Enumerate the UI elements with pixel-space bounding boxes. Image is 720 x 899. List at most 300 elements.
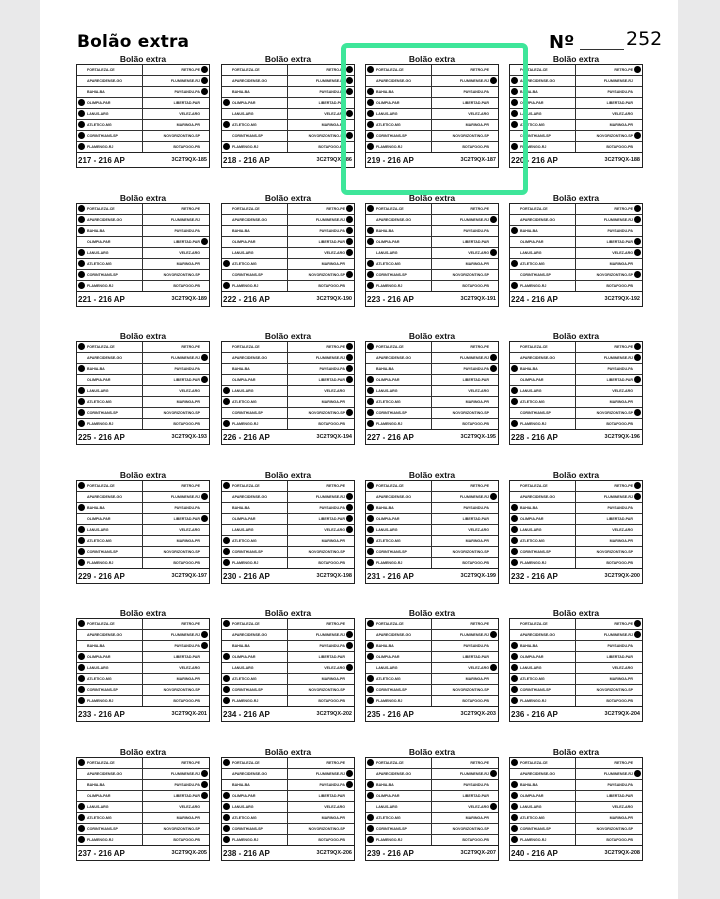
away-team-cell[interactable] [576, 375, 642, 385]
home-team-cell[interactable] [77, 248, 143, 258]
home-team-cell[interactable] [77, 237, 143, 247]
away-team-cell[interactable] [576, 270, 642, 280]
away-team-cell[interactable] [143, 142, 209, 152]
home-team-cell[interactable] [222, 558, 288, 568]
home-team-cell[interactable] [77, 204, 143, 214]
home-team-cell[interactable] [510, 375, 576, 385]
away-team-cell[interactable] [288, 503, 354, 513]
home-team-cell[interactable] [222, 76, 288, 86]
home-team-cell[interactable] [366, 619, 432, 629]
home-team-cell[interactable] [222, 142, 288, 152]
home-team-cell[interactable] [366, 248, 432, 258]
home-team-cell[interactable] [366, 492, 432, 502]
away-team-cell[interactable] [432, 342, 498, 352]
home-team-cell[interactable] [77, 76, 143, 86]
away-team-cell[interactable] [576, 386, 642, 396]
away-team-cell[interactable] [288, 824, 354, 834]
away-team-cell[interactable] [143, 408, 209, 418]
away-team-cell[interactable] [576, 652, 642, 662]
away-team-cell[interactable] [432, 813, 498, 823]
away-team-cell[interactable] [143, 248, 209, 258]
away-team-cell[interactable] [143, 641, 209, 651]
home-team-cell[interactable] [366, 780, 432, 790]
home-team-cell[interactable] [366, 397, 432, 407]
away-team-cell[interactable] [288, 492, 354, 502]
home-team-cell[interactable] [510, 802, 576, 812]
away-team-cell[interactable] [432, 758, 498, 768]
away-team-cell[interactable] [288, 835, 354, 845]
home-team-cell[interactable] [510, 674, 576, 684]
away-team-cell[interactable] [143, 364, 209, 374]
away-team-cell[interactable] [143, 652, 209, 662]
home-team-cell[interactable] [77, 558, 143, 568]
away-team-cell[interactable] [432, 674, 498, 684]
home-team-cell[interactable] [222, 536, 288, 546]
away-team-cell[interactable] [288, 204, 354, 214]
away-team-cell[interactable] [288, 259, 354, 269]
away-team-cell[interactable] [576, 259, 642, 269]
away-team-cell[interactable] [143, 547, 209, 557]
away-team-cell[interactable] [143, 386, 209, 396]
home-team-cell[interactable] [366, 270, 432, 280]
home-team-cell[interactable] [77, 215, 143, 225]
home-team-cell[interactable] [222, 824, 288, 834]
home-team-cell[interactable] [222, 547, 288, 557]
away-team-cell[interactable] [143, 835, 209, 845]
home-team-cell[interactable] [510, 619, 576, 629]
home-team-cell[interactable] [366, 663, 432, 673]
away-team-cell[interactable] [432, 364, 498, 374]
away-team-cell[interactable] [576, 342, 642, 352]
home-team-cell[interactable] [222, 120, 288, 130]
away-team-cell[interactable] [143, 397, 209, 407]
home-team-cell[interactable] [510, 630, 576, 640]
home-team-cell[interactable] [510, 281, 576, 291]
home-team-cell[interactable] [366, 525, 432, 535]
away-team-cell[interactable] [432, 558, 498, 568]
home-team-cell[interactable] [77, 503, 143, 513]
home-team-cell[interactable] [510, 364, 576, 374]
away-team-cell[interactable] [432, 619, 498, 629]
home-team-cell[interactable] [222, 619, 288, 629]
away-team-cell[interactable] [576, 558, 642, 568]
away-team-cell[interactable] [432, 547, 498, 557]
home-team-cell[interactable] [77, 375, 143, 385]
away-team-cell[interactable] [432, 481, 498, 491]
home-team-cell[interactable] [222, 87, 288, 97]
away-team-cell[interactable] [576, 514, 642, 524]
home-team-cell[interactable] [222, 641, 288, 651]
home-team-cell[interactable] [222, 674, 288, 684]
home-team-cell[interactable] [366, 652, 432, 662]
home-team-cell[interactable] [77, 674, 143, 684]
away-team-cell[interactable] [288, 696, 354, 706]
away-team-cell[interactable] [288, 237, 354, 247]
away-team-cell[interactable] [576, 685, 642, 695]
away-team-cell[interactable] [288, 481, 354, 491]
away-team-cell[interactable] [143, 619, 209, 629]
away-team-cell[interactable] [432, 641, 498, 651]
away-team-cell[interactable] [143, 120, 209, 130]
home-team-cell[interactable] [366, 630, 432, 640]
away-team-cell[interactable] [143, 375, 209, 385]
home-team-cell[interactable] [510, 525, 576, 535]
home-team-cell[interactable] [77, 619, 143, 629]
away-team-cell[interactable] [432, 514, 498, 524]
home-team-cell[interactable] [222, 386, 288, 396]
away-team-cell[interactable] [432, 503, 498, 513]
home-team-cell[interactable] [77, 397, 143, 407]
away-team-cell[interactable] [288, 514, 354, 524]
away-team-cell[interactable] [143, 630, 209, 640]
home-team-cell[interactable] [77, 652, 143, 662]
away-team-cell[interactable] [143, 791, 209, 801]
away-team-cell[interactable] [143, 281, 209, 291]
home-team-cell[interactable] [366, 813, 432, 823]
home-team-cell[interactable] [222, 419, 288, 429]
home-team-cell[interactable] [510, 237, 576, 247]
home-team-cell[interactable] [366, 215, 432, 225]
away-team-cell[interactable] [576, 120, 642, 130]
away-team-cell[interactable] [576, 674, 642, 684]
home-team-cell[interactable] [366, 419, 432, 429]
home-team-cell[interactable] [510, 824, 576, 834]
home-team-cell[interactable] [366, 802, 432, 812]
away-team-cell[interactable] [576, 641, 642, 651]
home-team-cell[interactable] [77, 270, 143, 280]
home-team-cell[interactable] [510, 226, 576, 236]
away-team-cell[interactable] [288, 619, 354, 629]
away-team-cell[interactable] [143, 696, 209, 706]
home-team-cell[interactable] [510, 503, 576, 513]
home-team-cell[interactable] [366, 503, 432, 513]
home-team-cell[interactable] [222, 685, 288, 695]
away-team-cell[interactable] [576, 98, 642, 108]
away-team-cell[interactable] [143, 353, 209, 363]
home-team-cell[interactable] [222, 131, 288, 141]
home-team-cell[interactable] [222, 408, 288, 418]
home-team-cell[interactable] [510, 386, 576, 396]
home-team-cell[interactable] [77, 685, 143, 695]
home-team-cell[interactable] [77, 419, 143, 429]
home-team-cell[interactable] [510, 813, 576, 823]
home-team-cell[interactable] [510, 492, 576, 502]
away-team-cell[interactable] [576, 791, 642, 801]
away-team-cell[interactable] [432, 270, 498, 280]
away-team-cell[interactable] [143, 131, 209, 141]
away-team-cell[interactable] [576, 215, 642, 225]
home-team-cell[interactable] [77, 386, 143, 396]
home-team-cell[interactable] [510, 696, 576, 706]
home-team-cell[interactable] [222, 791, 288, 801]
away-team-cell[interactable] [288, 652, 354, 662]
home-team-cell[interactable] [510, 780, 576, 790]
away-team-cell[interactable] [576, 780, 642, 790]
home-team-cell[interactable] [222, 109, 288, 119]
away-team-cell[interactable] [288, 758, 354, 768]
home-team-cell[interactable] [77, 281, 143, 291]
away-team-cell[interactable] [288, 364, 354, 374]
home-team-cell[interactable] [77, 547, 143, 557]
away-team-cell[interactable] [288, 802, 354, 812]
home-team-cell[interactable] [77, 492, 143, 502]
home-team-cell[interactable] [366, 835, 432, 845]
home-team-cell[interactable] [222, 525, 288, 535]
away-team-cell[interactable] [288, 780, 354, 790]
away-team-cell[interactable] [288, 525, 354, 535]
away-team-cell[interactable] [143, 503, 209, 513]
away-team-cell[interactable] [576, 397, 642, 407]
home-team-cell[interactable] [77, 364, 143, 374]
away-team-cell[interactable] [432, 630, 498, 640]
away-team-cell[interactable] [576, 87, 642, 97]
away-team-cell[interactable] [432, 525, 498, 535]
home-team-cell[interactable] [222, 259, 288, 269]
away-team-cell[interactable] [288, 685, 354, 695]
away-team-cell[interactable] [432, 536, 498, 546]
away-team-cell[interactable] [576, 248, 642, 258]
away-team-cell[interactable] [288, 375, 354, 385]
home-team-cell[interactable] [222, 65, 288, 75]
away-team-cell[interactable] [576, 65, 642, 75]
home-team-cell[interactable] [366, 353, 432, 363]
home-team-cell[interactable] [77, 342, 143, 352]
away-team-cell[interactable] [576, 281, 642, 291]
away-team-cell[interactable] [288, 791, 354, 801]
away-team-cell[interactable] [576, 696, 642, 706]
away-team-cell[interactable] [576, 547, 642, 557]
home-team-cell[interactable] [366, 758, 432, 768]
home-team-cell[interactable] [77, 120, 143, 130]
home-team-cell[interactable] [77, 87, 143, 97]
away-team-cell[interactable] [432, 791, 498, 801]
away-team-cell[interactable] [432, 226, 498, 236]
home-team-cell[interactable] [510, 558, 576, 568]
away-team-cell[interactable] [576, 813, 642, 823]
home-team-cell[interactable] [366, 696, 432, 706]
home-team-cell[interactable] [77, 780, 143, 790]
home-team-cell[interactable] [77, 813, 143, 823]
home-team-cell[interactable] [366, 769, 432, 779]
home-team-cell[interactable] [77, 131, 143, 141]
home-team-cell[interactable] [222, 215, 288, 225]
home-team-cell[interactable] [222, 780, 288, 790]
home-team-cell[interactable] [366, 281, 432, 291]
home-team-cell[interactable] [77, 226, 143, 236]
away-team-cell[interactable] [576, 419, 642, 429]
away-team-cell[interactable] [143, 481, 209, 491]
home-team-cell[interactable] [77, 65, 143, 75]
home-team-cell[interactable] [366, 514, 432, 524]
home-team-cell[interactable] [366, 481, 432, 491]
home-team-cell[interactable] [510, 408, 576, 418]
away-team-cell[interactable] [143, 419, 209, 429]
away-team-cell[interactable] [576, 364, 642, 374]
home-team-cell[interactable] [366, 364, 432, 374]
home-team-cell[interactable] [510, 547, 576, 557]
away-team-cell[interactable] [143, 780, 209, 790]
home-team-cell[interactable] [366, 536, 432, 546]
home-team-cell[interactable] [510, 663, 576, 673]
home-team-cell[interactable] [510, 536, 576, 546]
home-team-cell[interactable] [77, 802, 143, 812]
away-team-cell[interactable] [576, 758, 642, 768]
away-team-cell[interactable] [576, 109, 642, 119]
away-team-cell[interactable] [432, 353, 498, 363]
away-team-cell[interactable] [432, 386, 498, 396]
away-team-cell[interactable] [143, 492, 209, 502]
home-team-cell[interactable] [510, 259, 576, 269]
home-team-cell[interactable] [366, 204, 432, 214]
home-team-cell[interactable] [510, 514, 576, 524]
home-team-cell[interactable] [77, 791, 143, 801]
away-team-cell[interactable] [432, 281, 498, 291]
home-team-cell[interactable] [510, 652, 576, 662]
home-team-cell[interactable] [510, 481, 576, 491]
away-team-cell[interactable] [288, 674, 354, 684]
home-team-cell[interactable] [366, 408, 432, 418]
away-team-cell[interactable] [432, 824, 498, 834]
home-team-cell[interactable] [222, 481, 288, 491]
home-team-cell[interactable] [222, 652, 288, 662]
away-team-cell[interactable] [576, 663, 642, 673]
away-team-cell[interactable] [576, 835, 642, 845]
away-team-cell[interactable] [143, 237, 209, 247]
away-team-cell[interactable] [288, 663, 354, 673]
away-team-cell[interactable] [576, 525, 642, 535]
home-team-cell[interactable] [222, 758, 288, 768]
home-team-cell[interactable] [366, 641, 432, 651]
home-team-cell[interactable] [222, 248, 288, 258]
home-team-cell[interactable] [222, 364, 288, 374]
away-team-cell[interactable] [432, 375, 498, 385]
away-team-cell[interactable] [576, 630, 642, 640]
away-team-cell[interactable] [288, 813, 354, 823]
away-team-cell[interactable] [288, 641, 354, 651]
away-team-cell[interactable] [143, 270, 209, 280]
away-team-cell[interactable] [288, 558, 354, 568]
home-team-cell[interactable] [77, 536, 143, 546]
away-team-cell[interactable] [143, 663, 209, 673]
home-team-cell[interactable] [510, 204, 576, 214]
away-team-cell[interactable] [576, 769, 642, 779]
home-team-cell[interactable] [222, 630, 288, 640]
away-team-cell[interactable] [288, 630, 354, 640]
away-team-cell[interactable] [288, 536, 354, 546]
away-team-cell[interactable] [576, 131, 642, 141]
home-team-cell[interactable] [222, 98, 288, 108]
away-team-cell[interactable] [288, 386, 354, 396]
away-team-cell[interactable] [432, 237, 498, 247]
home-team-cell[interactable] [510, 791, 576, 801]
away-team-cell[interactable] [143, 813, 209, 823]
away-team-cell[interactable] [432, 215, 498, 225]
home-team-cell[interactable] [366, 791, 432, 801]
away-team-cell[interactable] [432, 769, 498, 779]
away-team-cell[interactable] [432, 204, 498, 214]
home-team-cell[interactable] [77, 109, 143, 119]
home-team-cell[interactable] [510, 685, 576, 695]
home-team-cell[interactable] [77, 835, 143, 845]
home-team-cell[interactable] [222, 375, 288, 385]
home-team-cell[interactable] [77, 525, 143, 535]
away-team-cell[interactable] [143, 674, 209, 684]
home-team-cell[interactable] [222, 226, 288, 236]
away-team-cell[interactable] [288, 270, 354, 280]
away-team-cell[interactable] [143, 109, 209, 119]
away-team-cell[interactable] [576, 619, 642, 629]
away-team-cell[interactable] [432, 780, 498, 790]
away-team-cell[interactable] [143, 76, 209, 86]
home-team-cell[interactable] [77, 641, 143, 651]
home-team-cell[interactable] [366, 547, 432, 557]
home-team-cell[interactable] [222, 503, 288, 513]
home-team-cell[interactable] [222, 353, 288, 363]
away-team-cell[interactable] [576, 481, 642, 491]
away-team-cell[interactable] [576, 824, 642, 834]
home-team-cell[interactable] [510, 419, 576, 429]
home-team-cell[interactable] [510, 353, 576, 363]
away-team-cell[interactable] [432, 397, 498, 407]
away-team-cell[interactable] [143, 769, 209, 779]
away-team-cell[interactable] [576, 408, 642, 418]
away-team-cell[interactable] [576, 76, 642, 86]
away-team-cell[interactable] [432, 408, 498, 418]
home-team-cell[interactable] [77, 630, 143, 640]
away-team-cell[interactable] [288, 342, 354, 352]
away-team-cell[interactable] [143, 204, 209, 214]
away-team-cell[interactable] [432, 835, 498, 845]
home-team-cell[interactable] [366, 674, 432, 684]
away-team-cell[interactable] [143, 685, 209, 695]
away-team-cell[interactable] [432, 248, 498, 258]
home-team-cell[interactable] [510, 397, 576, 407]
home-team-cell[interactable] [510, 270, 576, 280]
away-team-cell[interactable] [576, 536, 642, 546]
away-team-cell[interactable] [432, 802, 498, 812]
home-team-cell[interactable] [222, 342, 288, 352]
away-team-cell[interactable] [288, 248, 354, 258]
home-team-cell[interactable] [222, 204, 288, 214]
away-team-cell[interactable] [143, 802, 209, 812]
home-team-cell[interactable] [366, 824, 432, 834]
away-team-cell[interactable] [143, 824, 209, 834]
away-team-cell[interactable] [143, 558, 209, 568]
away-team-cell[interactable] [288, 215, 354, 225]
home-team-cell[interactable] [222, 281, 288, 291]
home-team-cell[interactable] [366, 259, 432, 269]
home-team-cell[interactable] [222, 663, 288, 673]
home-team-cell[interactable] [510, 248, 576, 258]
home-team-cell[interactable] [222, 769, 288, 779]
home-team-cell[interactable] [77, 353, 143, 363]
home-team-cell[interactable] [222, 514, 288, 524]
home-team-cell[interactable] [366, 685, 432, 695]
home-team-cell[interactable] [510, 342, 576, 352]
home-team-cell[interactable] [77, 769, 143, 779]
home-team-cell[interactable] [77, 758, 143, 768]
away-team-cell[interactable] [576, 226, 642, 236]
away-team-cell[interactable] [143, 98, 209, 108]
home-team-cell[interactable] [222, 270, 288, 280]
away-team-cell[interactable] [288, 281, 354, 291]
home-team-cell[interactable] [510, 769, 576, 779]
home-team-cell[interactable] [510, 835, 576, 845]
home-team-cell[interactable] [77, 98, 143, 108]
home-team-cell[interactable] [510, 215, 576, 225]
away-team-cell[interactable] [432, 652, 498, 662]
home-team-cell[interactable] [366, 342, 432, 352]
